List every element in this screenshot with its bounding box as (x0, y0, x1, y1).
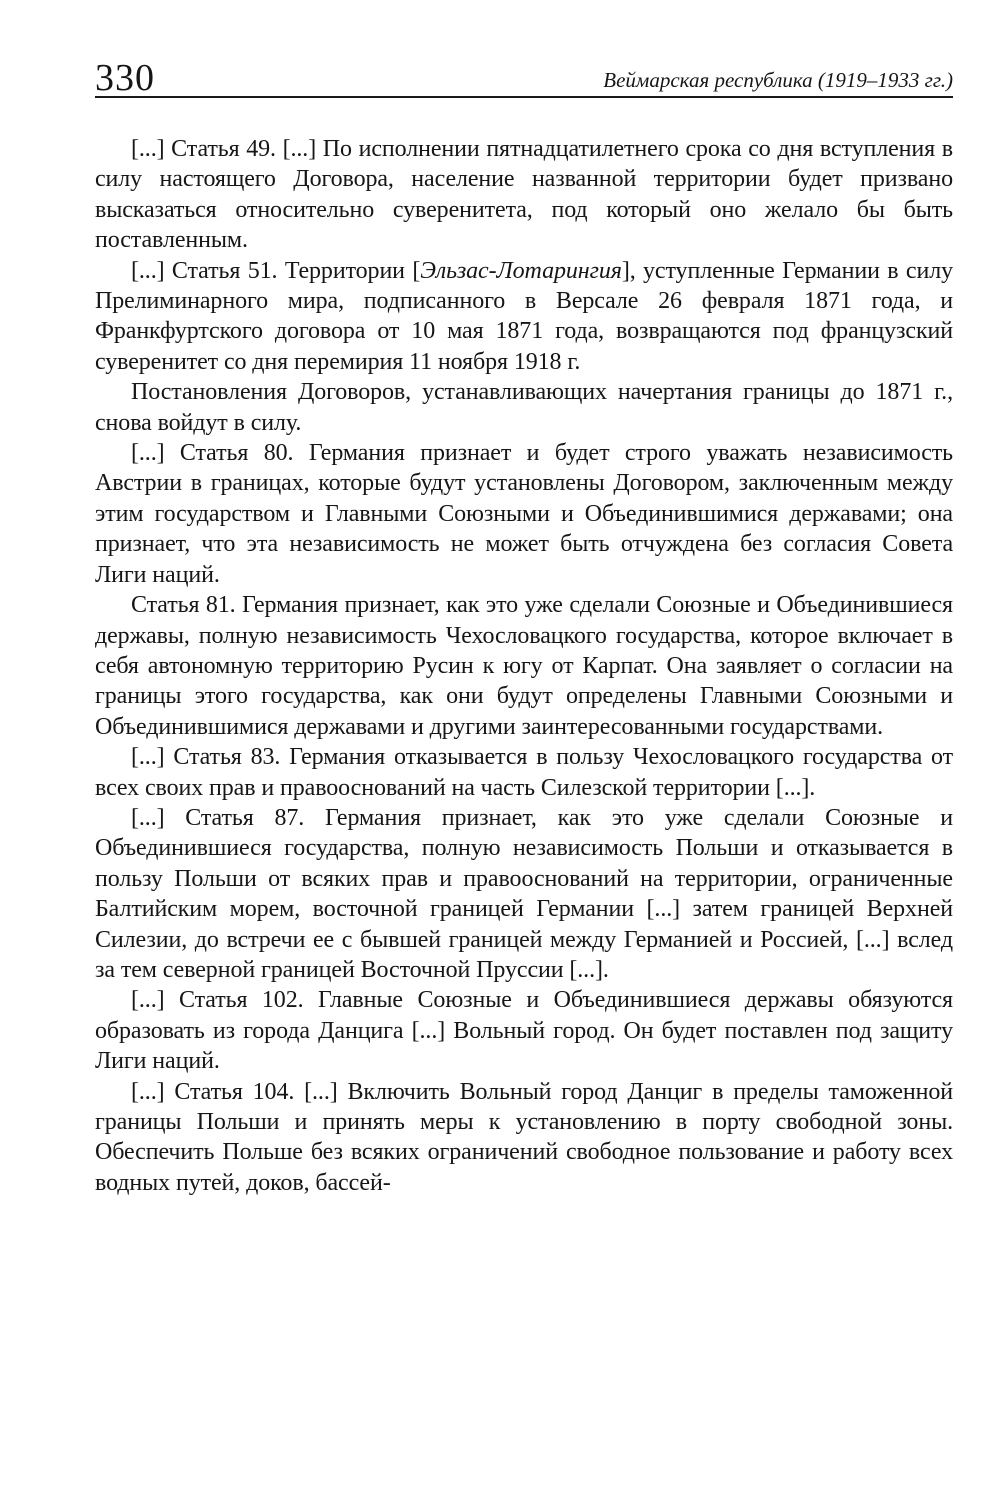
paragraph-article-51-before: [...] Статья 51. Территории [ (131, 257, 421, 284)
paragraph-article-87: [...] Статья 87. Германия признает, как это уже сделали Союзные и Объединившиеся государства, полную независимость Польши и отказывается в пользу Польши от всяких прав и правооснований на территории, ограниченные Балтийским морем, восточной границей Германии [...] затем границей Верхней Силезии, до встречи ее с бывшей границей между Германией и Россией, [...] вслед за тем северной границей Восточной Пруссии [...]. (95, 804, 953, 983)
paragraph-article-51-italic: Эльзас-Лотарингия (420, 257, 622, 284)
running-title: Веймарская республика (1919–1933 гг.) (603, 68, 953, 92)
book-page (95, 48, 953, 1198)
paragraph-article-83: [...] Статья 83. Германия отказывается в пользу Чехословацкого государства от всех своих прав и правооснований на часть Силезской территории [...]. (95, 744, 953, 801)
paragraph-article-80: [...] Статья 80. Германия признает и будет строго уважать независимость Австрии в границах, которые будут установлены Договором, заключенным между этим государством и Главными Союзными и Объединившимися державами; она признает, что эта независимость не может быть отчуждена без согласия Совета Лиги наций. (95, 440, 953, 588)
body-text (95, 134, 953, 1198)
paragraph-article-102: [...] Статья 102. Главные Союзные и Объединившиеся державы обязуются образовать из города Данцига [...] Вольный город. Он будет поставлен под защиту Лиги наций. (95, 987, 953, 1075)
paragraph-article-104: [...] Статья 104. [...] Включить Вольный город Данциг в пределы таможенной границы Польши и принять меры к установлению в порту свободной зоны. Обеспечить Польше без всяких ограничений свободное пользование и работу всех водных путей, доков, бассей- (95, 1078, 953, 1196)
paragraph-article-51 (95, 256, 953, 378)
paragraph-article-81: Статья 81. Германия признает, как это уже сделали Союзные и Объединившиеся державы, полную независимость Чехословацкого государства, которое включает в себя автономную территорию Русин к югу от Карпат. Она заявляет о согласии на границы этого государства, как они будут определены Главными Союзными и Объединившимися державами и другими заинтересованными государствами. (95, 592, 953, 740)
paragraph-article-51-after: ], уступленные Германии в силу Прелиминарного мира, подписанного в Версале 26 февраля 1871 года, и Франкфуртского договора от 10 мая 1871 года, возвращаются под французский суверенитет со дня перемирия 11 ноября 1918 г. (95, 257, 954, 375)
page-number: 330 (95, 57, 155, 99)
page-header (95, 48, 953, 98)
paragraph-treaties-restoration: Постановления Договоров, устанавливающих начертания границы до 1871 г., снова войдут в силу. (95, 379, 953, 436)
paragraph-article-49: [...] Статья 49. [...] По исполнении пятнадцатилетнего срока со дня вступления в силу настоящего Договора, население названной территории будет призвано высказаться относительно суверенитета, под который оно желало бы быть поставленным. (95, 136, 953, 254)
